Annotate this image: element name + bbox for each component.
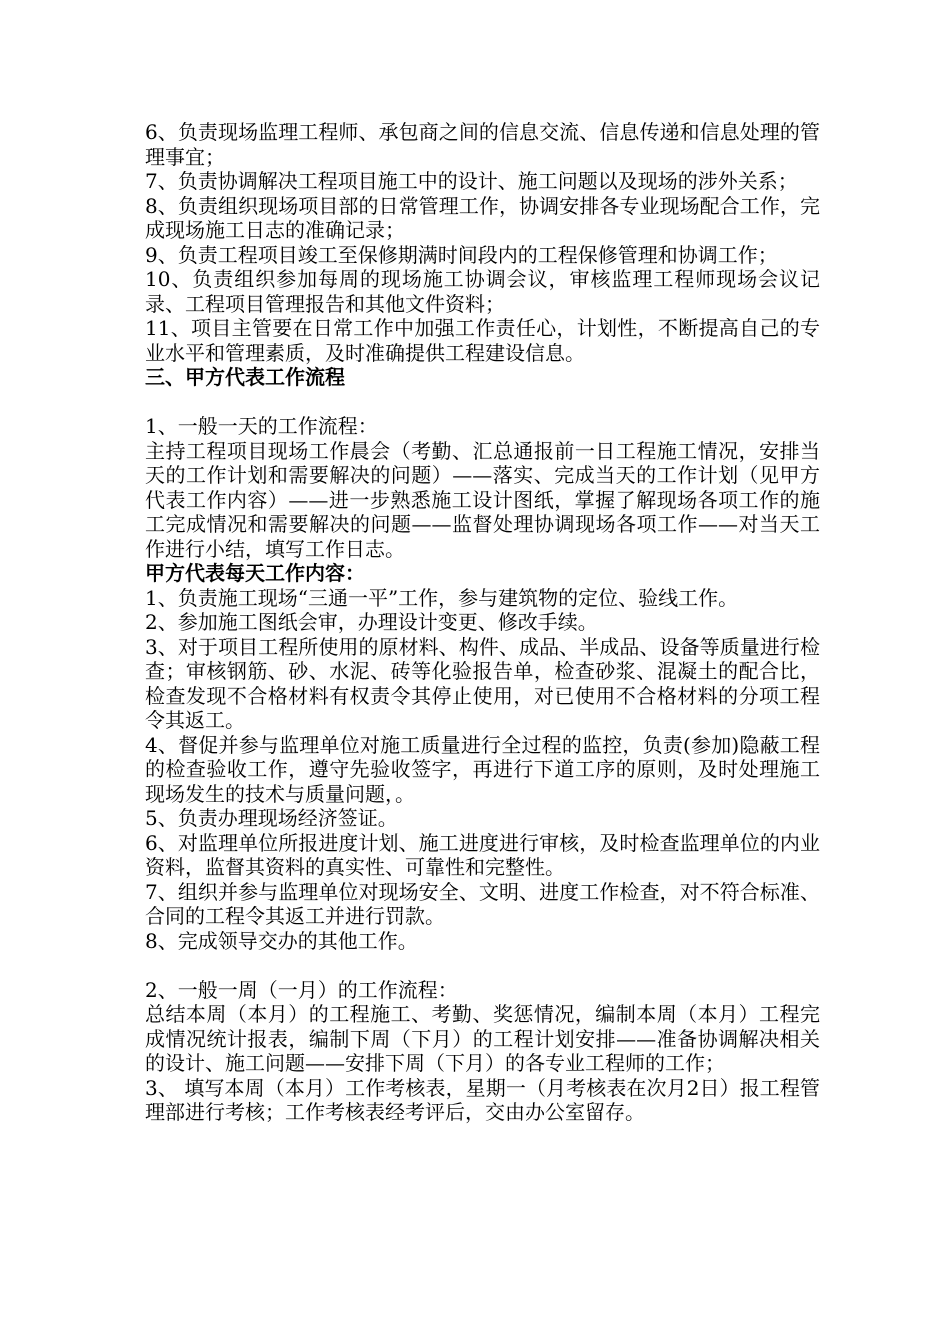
daily-item-2: 2、参加施工图纸会审，办理设计变更、修改手续。 (145, 610, 598, 634)
daily-item-1: 1、负责施工现场“三通一平”工作，参与建筑物的定位、验线工作。 (145, 585, 739, 610)
daily-workflow-title: 1、一般一天的工作流程： (145, 414, 378, 438)
weekly-workflow-title: 2、一般一周（一月）的工作流程： (145, 977, 458, 1002)
section-heading-workflow: 三、甲方代表工作流程 (145, 365, 345, 389)
duty-item-9: 9、负责工程项目竣工至保修期满时间段内的工程保修管理和协调工作； (145, 242, 778, 267)
blank-line (145, 390, 820, 415)
daily-item-3: 3、对于项目工程所使用的原材料、构件、成品、半成品、设备等质量进行检查；审核钢筋、砂、水泥、砖等化验报告单，检查砂浆、混凝土的配合比，检查发现不合格材料有权责令其停止使用，对已使用不合格材料的分项工程令其返工。 (145, 634, 820, 732)
duty-item-11: 11、项目主管要在日常工作中加强工作责任心，计划性，不断提高自己的专业水平和管理素质，及时准确提供工程建设信息。 (145, 316, 820, 365)
duty-item-10: 10、负责组织参加每周的现场施工协调会议，审核监理工程师现场会议记录、工程项目管理报告和其他文件资料； (145, 267, 820, 316)
daily-item-7: 7、组织并参与监理单位对现场安全、文明、进度工作检查，对不符合标准、合同的工程令其返工并进行罚款。 (145, 879, 820, 928)
daily-workflow-body: 主持工程项目现场工作晨会（考勤、汇总通报前一日工程施工情况，安排当天的工作计划和需要解决的问题）——落实、完成当天的工作计划（见甲方代表工作内容）——进一步熟悉施工设计图纸，掌握了解现场各项工作的施工完成情况和需要解决的问题——监督处理协调现场各项工作——对当天工作进行小结，填写工作日志。 (145, 438, 820, 561)
weekly-assessment-item: 3、 填写本周（本月）工作考核表，星期一（月考核表在次月2日）报工程管理部进行考核；工作考核表经考评后，交由办公室留存。 (145, 1075, 820, 1124)
daily-item-4: 4、督促并参与监理单位对施工质量进行全过程的监控，负责(参加)隐蔽工程的检查验收工作，遵守先验收签字，再进行下道工序的原则，及时处理施工现场发生的技术与质量问题，。 (145, 732, 820, 806)
daily-content-heading: 甲方代表每天工作内容： (145, 561, 365, 585)
document-page (145, 120, 820, 1125)
blank-line (145, 953, 820, 978)
duty-item-8: 8、负责组织现场项目部的日常管理工作，协调安排各专业现场配合工作，完成现场施工日志的准确记录； (145, 193, 820, 242)
daily-item-5: 5、负责办理现场经济签证。 (145, 806, 398, 830)
weekly-workflow-body: 总结本周（本月）的工程施工、考勤、奖惩情况，编制本周（本月）工程完成情况统计报表，编制下周（下月）的工程计划安排——准备协调解决相关的设计、施工问题——安排下周（下月）的各专业工程师的工作； (145, 1002, 820, 1075)
daily-item-6: 6、对监理单位所报进度计划、施工进度进行审核，及时检查监理单位的内业资料，监督其资料的真实性、可靠性和完整性。 (145, 830, 820, 879)
duty-item-6: 6、负责现场监理工程师、承包商之间的信息交流、信息传递和信息处理的管理事宜； (145, 120, 820, 169)
duty-item-7: 7、负责协调解决工程项目施工中的设计、施工问题以及现场的涉外关系； (145, 169, 798, 193)
daily-item-8: 8、完成领导交办的其他工作。 (145, 928, 418, 953)
